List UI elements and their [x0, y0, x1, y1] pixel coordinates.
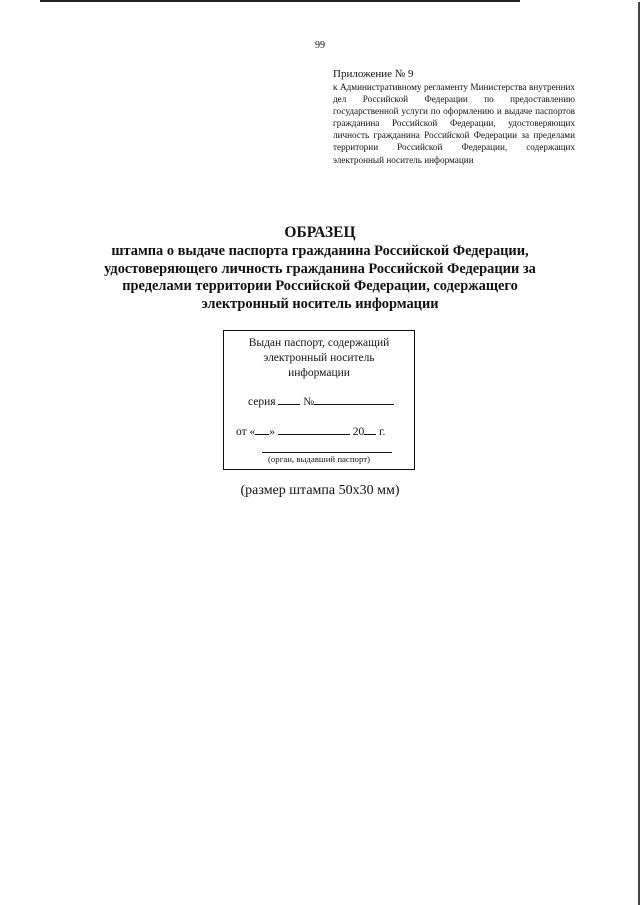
- page-number: 99: [315, 40, 325, 51]
- series-blank: [278, 393, 300, 405]
- series-label: серия: [248, 396, 276, 408]
- document-heading: ОБРАЗЕЦ: [284, 224, 356, 241]
- stamp-date-row: [236, 423, 385, 438]
- month-blank: [278, 423, 350, 435]
- date-close-quote: »: [269, 426, 275, 438]
- stamp-header: [224, 336, 414, 381]
- year-suffix: г.: [379, 426, 386, 438]
- stamp-header-line-1: Выдан паспорт, содержащий: [248, 337, 390, 349]
- scan-edge-top: [40, 0, 520, 2]
- number-blank: [314, 393, 394, 405]
- stamp-header-line-2: электронный носитель: [263, 352, 375, 364]
- year-blank: [364, 423, 376, 435]
- year-prefix: 20: [352, 426, 365, 438]
- appendix-title: Приложение № 9: [333, 68, 414, 80]
- issuing-authority-line: [262, 452, 392, 453]
- stamp-size-note: (размер штампа 50х30 мм): [240, 483, 400, 498]
- appendix-block: [333, 67, 575, 166]
- appendix-text: к Административному регламенту Министерства внутренних дел Российской Федерации по предоставлению государственной услуги по оформлению и выдаче паспортов гражданина Российской Федерации, удостоверяющих личность гражданина Российской Федерации за пределами территории Российской Федерации, содержащих электронный носитель информации: [333, 82, 575, 165]
- stamp-header-line-3: информации: [288, 367, 350, 379]
- stamp-sample: [223, 330, 415, 470]
- number-label: №: [303, 396, 315, 408]
- document-subheading: штампа о выдаче паспорта гражданина Российской Федерации, удостоверяющего личность гражданина Российской Федерации за пределами территории Российской Федерации, содержащего электронный носитель информации: [104, 243, 536, 312]
- day-blank: [255, 423, 269, 435]
- issuing-authority-caption: (орган, выдавший паспорт): [267, 454, 370, 464]
- date-from-label: от «: [236, 426, 256, 438]
- stamp-series-row: [248, 393, 394, 408]
